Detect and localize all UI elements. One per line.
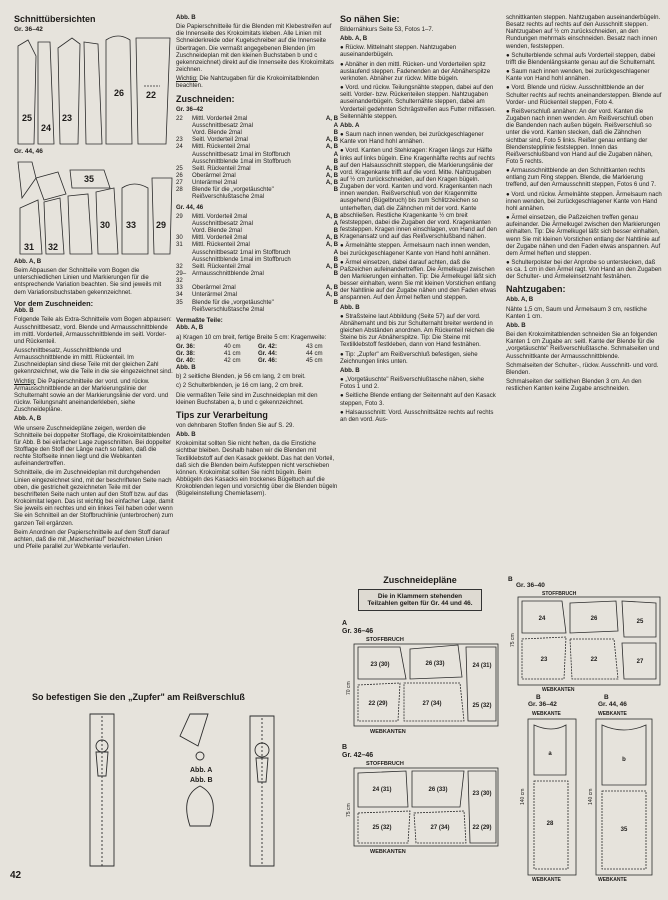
layout-b-label: B bbox=[342, 744, 348, 751]
piece-num-24: 24 bbox=[41, 123, 52, 133]
section-title-vor-dem-zuschneiden: Vor dem Zuschneiden: bbox=[14, 298, 94, 308]
paragraph: Schmalseiten der Schulter-, rückw. Ausschnitt- und vord. Blenden. bbox=[506, 361, 659, 376]
piece-description: Mittl. Rückenteil 2mal bbox=[192, 143, 250, 151]
piece-variation: B bbox=[333, 157, 338, 165]
piece-number: 31 bbox=[176, 241, 183, 249]
dim-value: 42 cm bbox=[224, 356, 241, 364]
abb-label: Abb. B bbox=[176, 14, 196, 21]
paragraph: Die Papierschnitteile für die Blenden mit Klebestreifen auf die Innenseite des Krokoimitats kleben. Alle Linien mit Schneiderkreide oder Kugelschreiber auf die Innenseite übertragen. Die vermaßt angegebenen Blenden (im Zuschneideplan mit den kleinen Buchstaben b und c gekennzeichnet) direkt auf die Innenseite des Krokoimitats zeichnen. bbox=[176, 23, 334, 74]
piece-small-label: 35 bbox=[620, 827, 628, 833]
piece-description: Ausschnittbesatz 2mal bbox=[192, 121, 253, 129]
figure-size-label-2: Gr. 44, 46 bbox=[14, 148, 43, 155]
piece-number: 28 bbox=[176, 186, 183, 194]
abb-label: Abb. A, B bbox=[14, 415, 42, 423]
piece-number: 30 bbox=[176, 234, 183, 242]
piece-description: Unterärmel 2mal bbox=[192, 291, 238, 299]
piece-variation: A, B bbox=[325, 114, 338, 122]
dim-size: Gr. 36: bbox=[176, 342, 195, 350]
layout-b3-webkante-bottom: WEBKANTE bbox=[532, 877, 561, 883]
step: ● Schulterpolster bei der Anprobe so unterstecken, daß es ca. 1 cm in den Ärmel ragt. Von Hand an den Zugaben der Schulter- und Ärmeleinsetznaht festnähen. bbox=[506, 259, 662, 281]
piece-variation: A bbox=[333, 121, 338, 129]
layout-b4-size: Gr. 44, 46 bbox=[598, 701, 627, 708]
section-title-nahtzugaben: Nahtzugaben: bbox=[506, 284, 566, 295]
zipper-abb-a: Abb. A bbox=[190, 767, 213, 774]
dim-size: Gr. 46: bbox=[258, 356, 277, 364]
piece-description: Ausschnittbesatz 1mal im Stoffbruch bbox=[192, 248, 291, 256]
piece-variation: A, B bbox=[325, 262, 338, 270]
step: ● Vord. Kanten und Stehkragen: Kragen längs zur Hälfte links auf links bügeln. Eine Kragenhälfte rechts auf rechts auf den Halsausschnitt steppen, die Markierungslinie der vord. Kragenkante trifft auf die vord. Mitte. Nahtzugaben auf ½ cm zurückschneiden, auf den Kragen bügeln. Zugaben der vord. Kanten und vord. Kragenkanten nach innen wenden. Reißverschluß von der Kragenmitte ausgehend (Bügelbruch) bis zum Schlitzzeichen so unterheften, daß die Zähnchen mit der vord. Kante abschließen. Restliche Kragenkante ½ cm breit feststeppen, dabei die Zugaben der vord. Kragenkanten feststeppen. Kragen innen einschlagen, von Hand auf den Kragenansatz und auf das Reißverschlußband nähen. bbox=[340, 147, 497, 241]
cutting-list-row bbox=[176, 179, 338, 186]
cutting-list-row bbox=[176, 143, 338, 150]
page-number: 42 bbox=[10, 870, 22, 881]
layout-b4-webkante: WEBKANTE bbox=[598, 711, 627, 717]
piece-num-30: 30 bbox=[100, 220, 111, 230]
piece-description: Seitl. Rückenteil 2mal bbox=[192, 262, 251, 270]
piece-variation: A, B bbox=[325, 164, 338, 172]
cutting-list-1 bbox=[176, 115, 338, 201]
layout-b3-label: B bbox=[536, 694, 541, 701]
piece-description: Seitl. Vorderteil 2mal bbox=[192, 136, 248, 144]
cutting-list-row bbox=[176, 158, 338, 165]
piece-number bbox=[176, 227, 192, 234]
abb-label: Abb. A bbox=[340, 121, 360, 129]
piece-label: 26 bbox=[590, 616, 598, 622]
cutting-list-row bbox=[176, 122, 338, 129]
pattern-overview-figure-2 bbox=[14, 148, 174, 258]
dim-size: Gr. 40: bbox=[176, 356, 195, 364]
column-2 bbox=[176, 14, 338, 499]
piece-number bbox=[176, 256, 192, 263]
piece-number bbox=[176, 249, 192, 256]
piece-number bbox=[176, 122, 192, 129]
piece-num-33: 33 bbox=[126, 220, 137, 230]
abb-label: Abb. B bbox=[14, 307, 34, 315]
column-3 bbox=[340, 14, 500, 425]
cutting-layouts-note: Die in Klammern stehenden Teilzahlen gelten für Gr. 44 und 46. bbox=[358, 589, 482, 611]
step: ● Ärmelnähte steppen. Ärmelsaum nach innen wenden, bei zurückgeschlagener Kante von Hand hohl annähen. bbox=[340, 242, 491, 257]
piece-label: 22 (29) bbox=[472, 825, 492, 831]
section-title-tipps: Tips zur Verarbeitung bbox=[176, 409, 268, 420]
collar-dimensions bbox=[176, 343, 338, 364]
piece-small-label: b bbox=[622, 757, 626, 763]
abb-label: Abb. B bbox=[340, 303, 360, 311]
piece-number bbox=[176, 151, 192, 158]
piece-number: 29–32 bbox=[176, 270, 187, 285]
pattern-pieces-drawing bbox=[14, 26, 174, 148]
step: ● Saum nach innen wenden, bei zurückgeschlagener Kante von Hand hohl annähen. bbox=[340, 131, 484, 146]
abb-label: Abb. B bbox=[506, 321, 526, 329]
step: ● Schulterblende schmal aufs Vorderteil steppen, dabei trifft die Blendenlängskante genau auf die Schulternaht. bbox=[506, 51, 656, 66]
cutting-list-row bbox=[176, 213, 338, 220]
piece-label: 23 (30) bbox=[472, 791, 492, 797]
piece-description: Oberärmel 2mal bbox=[192, 171, 236, 179]
piece-description: Vord. Blende 2mal bbox=[192, 227, 242, 235]
step: ● Ärmel einsetzen, dabei darauf achten, daß die Paßzeichen aufeinandertreffen. Die Ärmelkugel zwischen den Markierungen einhalten. Tip: Die Ärmelkugel läßt sich besser einhalten, wenn Sie mit kleinen Vorstichen entlang der Nahtlinie auf der Zugabe nähen und den Faden etwas anspannen. Auf den Ärmel heften und steppen. bbox=[340, 258, 497, 302]
paragraph-wichtig bbox=[176, 75, 338, 89]
section-title-so-naehen-sie: So nähen Sie: bbox=[340, 14, 400, 24]
cutting-list-row bbox=[176, 186, 338, 200]
piece-description: Ausschnittblende 1mal im Stoffbruch bbox=[192, 157, 291, 165]
piece-label: 25 (32) bbox=[472, 703, 492, 709]
step: ● Ärmel einsetzen, die Paßzeichen treffen genau aufeinander. Die Ärmelkugel zwischen den Markierungen einhalten. Tip: Die Ärmelkugel läßt sich besser einhalten, wenn Sie mit kleinen Vorstichen entlang der Nahtlinie auf der Zugabe nähen und den Faden etwas anspannen. Auf dem Ärmel heften und steppen. bbox=[506, 214, 661, 257]
abb-label: Abb. B bbox=[340, 366, 360, 374]
layout-b2-stoffbruch: STOFFBRUCH bbox=[542, 591, 577, 597]
piece-description: Blende für die „vorgetäuschte" Reißverschlußtasche 2mal bbox=[192, 298, 274, 313]
layout-a-size: Gr. 36–46 bbox=[342, 628, 374, 635]
step: ● Saum nach innen wenden, bei zurückgeschlagener Kante von Hand hohl annähen. bbox=[506, 68, 650, 83]
step: schnittkanten steppen. Nahtzugaben auseinanderbügeln. Besatz rechts auf rechts auf den Ausschnitt steppen. Nahtzugaben auf ½ cm zurückschneiden, an den Rundungen mehrmals einschneiden. Besatz nach innen wenden, feststeppen. bbox=[506, 14, 661, 50]
zipper-figure-title: So befestigen Sie den „Zupfer" am Reißverschluß bbox=[32, 692, 245, 702]
dim-size: Gr. 38: bbox=[176, 349, 195, 357]
paragraph: Folgende Teile als Extra-Schnitteile vom Bogen abpausen: Ausschnittbesatz, vord. Blende und Armausschnittblende im mittl. Vorderteil, Armausschnittblende im seitl. Vorder- und Rückenteil. bbox=[14, 316, 172, 345]
dim-value: 41 cm bbox=[224, 349, 241, 357]
piece-variation: A, B bbox=[325, 136, 338, 144]
piece-number bbox=[176, 220, 192, 227]
layout-a-webkanten: WEBKANTEN bbox=[370, 729, 406, 735]
piece-variation: A, B bbox=[325, 143, 338, 151]
layout-b4-label: B bbox=[604, 694, 609, 701]
layout-b-stoffbruch: STOFFBRUCH bbox=[366, 761, 404, 767]
piece-description: Ausschnittbesatz 2mal bbox=[192, 219, 253, 227]
cutting-list-row bbox=[176, 136, 338, 143]
piece-variation: B bbox=[333, 255, 338, 263]
column-4 bbox=[506, 14, 662, 394]
cutting-list-row bbox=[176, 165, 338, 172]
layout-b2-webkanten: WEBKANTEN bbox=[542, 687, 575, 693]
layout-b2-length: 75 cm bbox=[510, 633, 516, 647]
abb-label: Abb. A, B bbox=[176, 324, 204, 332]
paragraph: Nähte 1,5 cm, Saum und Ärmelsaum 3 cm, restliche Kanten 1 cm. bbox=[506, 305, 647, 320]
piece-number bbox=[176, 158, 192, 165]
piece-small-label: a bbox=[548, 751, 552, 757]
paragraph: a) Kragen 10 cm breit, fertige Breite 5 cm: Kragenweite: bbox=[176, 333, 327, 341]
piece-variation: B bbox=[333, 186, 338, 194]
piece-label: 22 (29) bbox=[368, 701, 388, 707]
piece-num-22: 22 bbox=[146, 90, 157, 100]
piece-number: 22 bbox=[176, 114, 183, 122]
cutting-list-row bbox=[176, 234, 338, 241]
piece-num-26: 26 bbox=[114, 88, 125, 98]
section-title-zuschneiden: Zuschneiden: bbox=[176, 93, 235, 104]
dim-value: 43 cm bbox=[306, 342, 323, 350]
step: ● Straßsteine laut Abbildung (Seite 57) auf der vord. Abnähernaht und bis zur Schulternaht breiter werdend in gleichen Abständen anordnen. Am Rückenteil reichen die Steine bis zur Abnäherspitze. Tip: Die Steine mit Textilklebstoff festkleben, dann von Hand festnähen. bbox=[340, 312, 495, 349]
piece-variation: B bbox=[333, 129, 338, 137]
paragraph: Bildernähkurs Seite 53, Fotos 1–7. bbox=[340, 26, 434, 33]
piece-variation: B bbox=[333, 298, 338, 306]
piece-num-31: 31 bbox=[24, 242, 35, 252]
step: ● Reißverschluß annähen: An der vord. Kanten die Zugaben nach innen wenden. Am Reißverschluß oben die Bandenden nach außen bügeln. Reißverschluß so unter die vord. Kanten stecken, daß die Zähnchen sichtbar sind, Foto 5 links. Reißer genau entlang der Blendenstepplinie feststeppen. Innen das Reißverschlußband von Hand auf die Zugaben nähen, Foto 5 rechts. bbox=[506, 107, 654, 165]
step: ● Vord. und rückw. Teilungsnähte steppen, dabei auf den seitl. Vorder- bzw. Rückenteilen steppen. Nahtzugaben auseinanderbügeln. Schulternähte steppen, dabei am Vorderteil gedehnten Schrägstreifen aus Futter mitfassen. Seitennähte steppen. bbox=[340, 84, 496, 120]
cutting-list-row bbox=[176, 151, 338, 158]
step: ● Armausschnittblende an den Schnittkanten rechts entlang zum Ring steppen. Blende, die Markierung treffend, auf den Armausschnitt steppen, Fotos 6 und 7. bbox=[506, 167, 656, 189]
piece-number: 32 bbox=[176, 262, 183, 270]
piece-variation: B bbox=[333, 270, 338, 277]
cutting-list-row bbox=[176, 220, 338, 227]
wichtig-text: Die Nahtzugaben für die Krokoimitatblenden beachten. bbox=[176, 75, 319, 90]
piece-variation: A, B bbox=[325, 212, 338, 220]
cutting-list-2 bbox=[176, 213, 338, 313]
paragraph: Die vermaßten Teile sind im Zuschneideplan mit den kleinen Buchstaben a, b und c gekennzeichnet. bbox=[176, 391, 318, 406]
piece-variation: B bbox=[333, 227, 338, 235]
piece-num-25: 25 bbox=[22, 113, 33, 123]
cutting-list-row bbox=[176, 284, 338, 291]
piece-label: 27 bbox=[636, 659, 644, 665]
piece-label: 26 (33) bbox=[428, 787, 448, 793]
paragraph: b) 2 seitliche Blenden, je 56 cm lang, 2 cm breit. bbox=[176, 373, 306, 381]
cutting-layouts bbox=[340, 575, 500, 862]
piece-number: 34 bbox=[176, 291, 183, 299]
piece-label: 26 (33) bbox=[425, 661, 445, 667]
piece-label: 27 (34) bbox=[430, 825, 450, 831]
wichtig-label: Wichtig: bbox=[14, 377, 36, 385]
cutting-list-row bbox=[176, 291, 338, 298]
cutting-layout-a-b bbox=[340, 617, 500, 857]
dim-value: 45 cm bbox=[306, 356, 323, 364]
cutting-layout-b-col4 bbox=[506, 575, 662, 885]
paragraph: von dehnbaren Stoffen finden Sie auf S. 29. bbox=[176, 421, 295, 429]
layout-b-length: 75 cm bbox=[346, 803, 352, 817]
piece-small-label: 28 bbox=[546, 821, 554, 827]
cutting-list-row bbox=[176, 299, 338, 313]
section-title-schnittuebersichten: Schnittübersichten bbox=[14, 14, 96, 24]
wichtig-text: Die Papierschnitteile der vord. und rückw. Armausschnittblende an der Markierungslinie der Schulternaht sowie an der Markierungslinie der vord. und rückw. Teilungsnaht aneinanderkleben, siehe Zuschneidepläne. bbox=[14, 377, 169, 414]
piece-description: Vord. Blende 2mal bbox=[192, 129, 242, 137]
step: ● „Vorgetäuschte" Reißverschlußtasche nähen, siehe Fotos 1 und 2. bbox=[340, 376, 485, 391]
paragraph: c) 2 Schulterblenden, je 16 cm lang, 2 cm breit. bbox=[176, 382, 304, 390]
piece-variation: A, B bbox=[325, 241, 338, 249]
piece-num-29: 29 bbox=[156, 220, 167, 230]
paragraph: Bei den Krokoimitatblenden schneiden Sie an folgenden Kanten 1 cm Zugabe an: seitl. Kante der Blende für die „vorgetäuschte" Reißverschlußtasche. Schmalseiten und Ausschnittkante der Armausschnittblende. bbox=[506, 331, 660, 360]
piece-number: 26 bbox=[176, 171, 183, 179]
cutting-list-row bbox=[176, 115, 338, 122]
step: ● Abnäher in den mittl. Rücken- und Vorderteilen spitz auslaufend steppen. Fadenenden an der Abnäherspitze verknoten. Abnäher zur rückw. Mitte bügeln. bbox=[340, 60, 491, 82]
paragraph: Krokoimitat sollten Sie nicht heften, da die Einstiche sichtbar bleiben. Deshalb haben wir die Blenden mit Textilklebstoff auf den Kasack geklebt. Das hat den Vorteil, daß sich die Blenden beim Aufsteppen nicht verschieben können. Krokoimitat sollten Sie nicht bügeln. Beim Abbügeln des Kasacks ein trockenes Bügeltuch auf die Krokoblenden legen und vorsichtig über die Blenden bügeln (Bügeleinstellung Chemiefasern). bbox=[176, 440, 338, 498]
layout-a-stoffbruch: STOFFBRUCH bbox=[366, 637, 404, 643]
size-group-label: Gr. 44, 46 bbox=[176, 203, 204, 211]
paragraph: Schnitteile, die im Zuschneideplan mit durchgehenden Linien eingezeichnet sind, mit der beschrifteten Seite nach oben, die gestrichelt gezeichneten Teile mit der beschrifteten Seite nach unten auf den Stoff bzw. auf das Krokoimitat legen. Das ist wichtig bei einfacher Lage, damit Sie jeweils ein rechtes und ein linkes Teil haben oder wenn Sie ein Schnitteil an der Stoffbruchlinie (unterbrochen) zum ganzen Teil ergänzen. bbox=[14, 469, 174, 527]
cutting-list-row bbox=[176, 270, 338, 284]
layout-b2-size: Gr. 36–40 bbox=[516, 582, 545, 589]
abb-label: Abb. B bbox=[176, 431, 196, 439]
size-group-label: Gr. 36–42 bbox=[176, 105, 204, 113]
piece-description: Mittl. Vorderteil 2mal bbox=[192, 212, 248, 220]
piece-label: 23 (30) bbox=[370, 662, 390, 668]
piece-number: 35 bbox=[176, 298, 183, 306]
cutting-list-row bbox=[176, 256, 338, 263]
cutting-layouts-title: Zuschneidepläne bbox=[383, 575, 457, 585]
piece-label: 24 bbox=[538, 616, 546, 622]
piece-description: Unterärmel 2mal bbox=[192, 179, 238, 187]
paragraph: Wie unsere Zuschneidepläne zeigen, werden die Schnitteile bei doppelter Stofflage, die Krokoimitatblenden für Abb. B bei einfacher Lage zugeschnitten. Bei doppelter Stofflage den Stoff der Länge nach so falten, daß die rechte Stoffseite innen liegt und die Webkanten aufeinandertreffen. bbox=[14, 424, 172, 468]
paragraph-wichtig bbox=[14, 378, 174, 414]
piece-variation: A bbox=[333, 150, 338, 158]
step: ● Rückw. Mittelnaht steppen. Nahtzugaben auseinanderbügeln. bbox=[340, 44, 457, 59]
paragraph: Ausschnittbesatz, Ausschnittblende und Armausschnittblende im mittl. Rückenteil. Im Zuschneideplan sind diese Teile mit der gleichen Zahl gekennzeichnet, wie die Teile in die sie eingezeichnet sind. bbox=[14, 346, 173, 376]
piece-description: Seitl. Rückenteil 2mal bbox=[192, 164, 251, 172]
piece-description: Mittl. Vorderteil 2mal bbox=[192, 114, 248, 122]
layout-b3-size: Gr. 36–42 bbox=[528, 701, 557, 708]
abb-label: Abb. A, B bbox=[14, 258, 42, 265]
piece-variation: A bbox=[333, 248, 338, 256]
pattern-overview-figure-1 bbox=[14, 26, 174, 148]
piece-description: Ausschnittbesatz 1mal im Stoffbruch bbox=[192, 150, 291, 158]
piece-label: 24 (31) bbox=[472, 663, 492, 669]
piece-num-23: 23 bbox=[62, 113, 73, 123]
cutting-list-row bbox=[176, 263, 338, 270]
piece-variation: A, B bbox=[325, 179, 338, 187]
abb-label: Abb. B bbox=[176, 364, 196, 372]
piece-num-32: 32 bbox=[48, 242, 59, 252]
wichtig-label: Wichtig: bbox=[176, 75, 198, 83]
step: ● Tip: „Zupfer" am Reißverschluß befestigen, siehe Zeichnungen links unten. bbox=[340, 350, 478, 365]
piece-variation: A, B bbox=[325, 234, 338, 242]
abb-label: Abb. A, B bbox=[340, 35, 368, 43]
cutting-list-row bbox=[176, 241, 338, 248]
piece-number: 25 bbox=[176, 164, 183, 172]
dim-size: Gr. 42: bbox=[258, 342, 277, 350]
piece-variation: A, B bbox=[325, 284, 338, 292]
layout-b4-webkante-bottom: WEBKANTE bbox=[598, 877, 627, 883]
dim-value: 44 cm bbox=[306, 349, 323, 357]
piece-number: 23 bbox=[176, 136, 183, 144]
dim-value: 40 cm bbox=[224, 342, 241, 350]
step: ● Vord. Blende und rückw. Ausschnittblende an der Schulter rechts auf rechts aneinandersteppen. Blende auf Vorder- und Rückenteil steppen, Foto 4. bbox=[506, 84, 662, 106]
piece-description: Armausschnittblende 2mal bbox=[192, 270, 264, 277]
cutting-list-row bbox=[176, 227, 338, 234]
layout-b2-label: B bbox=[508, 576, 513, 583]
layout-b3-length: 140 cm bbox=[520, 788, 526, 805]
step: ● Seitliche Blende entlang der Seitennaht auf den Kasack steppen, Foto 3. bbox=[340, 392, 496, 407]
step: ● Vord. und rückw. Ärmelnähte steppen. Ärmelsaum nach innen wenden, bei zurückgeschlagener Kante von Hand hohl annähen. bbox=[506, 190, 662, 212]
piece-label: 23 bbox=[540, 657, 548, 663]
piece-num-35: 35 bbox=[84, 174, 95, 184]
paragraph: Beim Abpausen der Schnitteile vom Bogen die unterschiedlichen Linien und Markierungen für die entsprechende Variation beachten. Sie sind jeweils mit dem Variationsbuchstaben gekennzeichnet. bbox=[14, 267, 162, 296]
layout-a-length: 70 cm bbox=[346, 681, 352, 695]
abb-label: Abb. A, B bbox=[506, 296, 534, 304]
section-title-vermasste-teile: Vermaßte Teile: bbox=[176, 316, 223, 324]
layout-b3-webkante: WEBKANTE bbox=[532, 711, 561, 717]
zipper-abb-b: Abb. B bbox=[190, 777, 213, 784]
piece-variation: A bbox=[333, 219, 338, 227]
piece-number: 33 bbox=[176, 284, 183, 292]
layout-b4-length: 140 cm bbox=[588, 788, 594, 805]
zipper-pull-illustration bbox=[30, 706, 336, 870]
piece-label: 27 (34) bbox=[422, 701, 442, 707]
piece-number bbox=[176, 129, 192, 136]
layout-a-label: A bbox=[342, 620, 348, 627]
paragraph: Schmalseiten der seitlichen Blenden 3 cm. An den restlichen Kanten keine Zugabe anschneiden. bbox=[506, 378, 642, 393]
piece-number: 27 bbox=[176, 179, 183, 187]
dim-size: Gr. 44: bbox=[258, 349, 277, 357]
piece-number: 24 bbox=[176, 143, 183, 151]
piece-label: 25 bbox=[636, 619, 644, 625]
cutting-list-row bbox=[176, 249, 338, 256]
paragraph: Beim Anordnen der Papierschnitteile auf dem Stoff darauf achten, daß die mit „Maschenlauf" bezeichneten Linien und Pfeile parallel zur Webkante verlaufen. bbox=[14, 528, 170, 551]
column-1 bbox=[14, 14, 174, 552]
piece-description: Blende für die „vorgetäuschte" Reißverschlußtasche 2mal bbox=[192, 186, 274, 201]
piece-variation: A, B bbox=[325, 171, 338, 179]
piece-variation: A, B bbox=[325, 291, 338, 299]
piece-label: 25 (32) bbox=[372, 825, 392, 831]
piece-label: 24 (31) bbox=[372, 787, 392, 793]
piece-description: Mittl. Rückenteil 2mal bbox=[192, 241, 250, 249]
figure-size-label: Gr. 36–42 bbox=[14, 26, 43, 33]
cutting-list-row bbox=[176, 129, 338, 136]
piece-description: Oberärmel 2mal bbox=[192, 284, 236, 292]
piece-label: 22 bbox=[590, 657, 598, 663]
piece-number: 29 bbox=[176, 212, 183, 220]
layout-b-webkanten: WEBKANTEN bbox=[370, 849, 406, 855]
piece-description: Ausschnittblende 1mal im Stoffbruch bbox=[192, 255, 291, 263]
piece-description: Mittl. Vorderteil 2mal bbox=[192, 234, 248, 242]
step: ● Halsausschnitt: Vord. Ausschnittsätze rechts auf rechts an den vord. Aus- bbox=[340, 408, 494, 423]
layout-b-size: Gr. 42–46 bbox=[342, 752, 374, 759]
pattern-pieces-drawing-2 bbox=[14, 148, 174, 258]
cutting-list-row bbox=[176, 172, 338, 179]
